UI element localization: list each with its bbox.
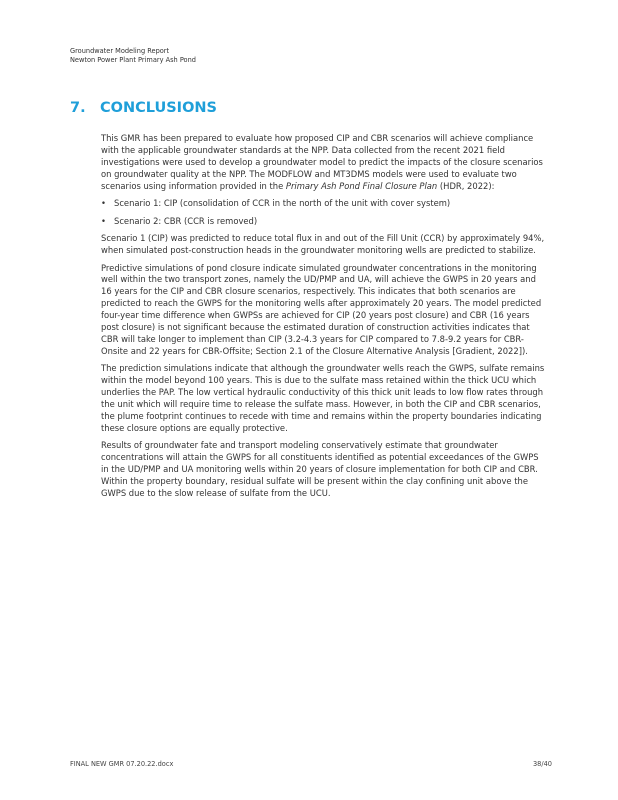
bullet-icon: •	[101, 198, 106, 209]
page-number: 38/40	[532, 760, 552, 768]
paragraph-sulfate: The prediction simulations indicate that although the groundwater wells reach the GWPS, sulfate remains within the model beyond 100 years. This is due to the sulfate mass retained within the thick UCU which underlies the PAP. The low vertical hydraulic conductivity of this thick unit leads to low flow rates through the unit which will require time to release the sulfate mass. However, in both the CIP and CBR scenarios, the plume footprint continues to recede with time and remains within the property boundaries indicating these closure options are equally protective.	[101, 363, 545, 433]
closure-plan-title: Primary Ash Pond Final Closure Plan	[285, 180, 438, 191]
intro-paragraph: This GMR has been prepared to evaluate how proposed CIP and CBR scenarios will achieve compliance with the applicable groundwater standards at the NPP. Data collected from the recent 2021 field investigations were used to develop a groundwater model to predict the impacts of the closure scenarios on groundwater quality at the NPP. The MODFLOW and MT3DMS models were used to evaluate two scenarios using information provided in the Primary Ash Pond Final Closure Plan (HDR, 2022):	[101, 133, 543, 191]
paragraph-flux: Scenario 1 (CIP) was predicted to reduce total flux in and out of the Fill Unit (CCR) by approximately 94%, when simulated post-construction heads in the groundwater monitoring wells are predicted to stabilize.	[101, 233, 545, 256]
header-report-title: Groundwater Modeling Report	[70, 47, 170, 55]
bullet-item	[101, 198, 547, 210]
page-header	[70, 47, 196, 64]
bullet-text: Scenario 1: CIP (consolidation of CCR in the north of the unit with cover system)	[114, 198, 451, 209]
bullet-icon: •	[101, 215, 106, 226]
section-number: 7.	[70, 100, 86, 116]
bullet-text: Scenario 2: CBR (CCR is removed)	[114, 215, 258, 226]
footer-filename: FINAL NEW GMR 07.20.22.docx	[70, 760, 174, 768]
paragraph-results: Results of groundwater fate and transport modeling conservatively estimate that groundwater concentrations will attain the GWPS for all constituents identified as potential exceedances of the GWPS in the UD/PMP and UA monitoring wells within 20 years of closure implementation for both CIP and CBR. Within the property boundary, residual sulfate will be present within the clay confining unit above the GWPS due to the slow release of sulfate from the UCU.	[101, 440, 539, 499]
header-site-name: Newton Power Plant Primary Ash Pond	[70, 55, 196, 64]
section-body	[101, 133, 547, 506]
bullet-item	[101, 216, 547, 228]
section-heading	[70, 100, 217, 116]
paragraph-predictive: Predictive simulations of pond closure indicate simulated groundwater concentrations in the monitoring well within the two transport zones, namely the UD/PMP and UA, will achieve the GWPS in 20 years and 16 years for the CIP and CBR closure scenarios, respectively. This indicates that both scenarios are predicted to reach the GWPS for the monitoring wells after approximately 20 years. The model predicted four-year time difference when GWPSs are achieved for CIP (20 years post closure) and CBR (16 years post closure) is not significant because the estimated duration of construction activities indicates that CBR will take longer to implement than CIP (3.2-4.3 years for CIP compared to 7.8-9.2 years for CBR-Onsite and 22 years for CBR-Offsite; Section 2.1 of the Closure Alternative Analysis [Gradient, 2022]).	[101, 262, 542, 356]
section-title: CONCLUSIONS	[100, 100, 217, 116]
